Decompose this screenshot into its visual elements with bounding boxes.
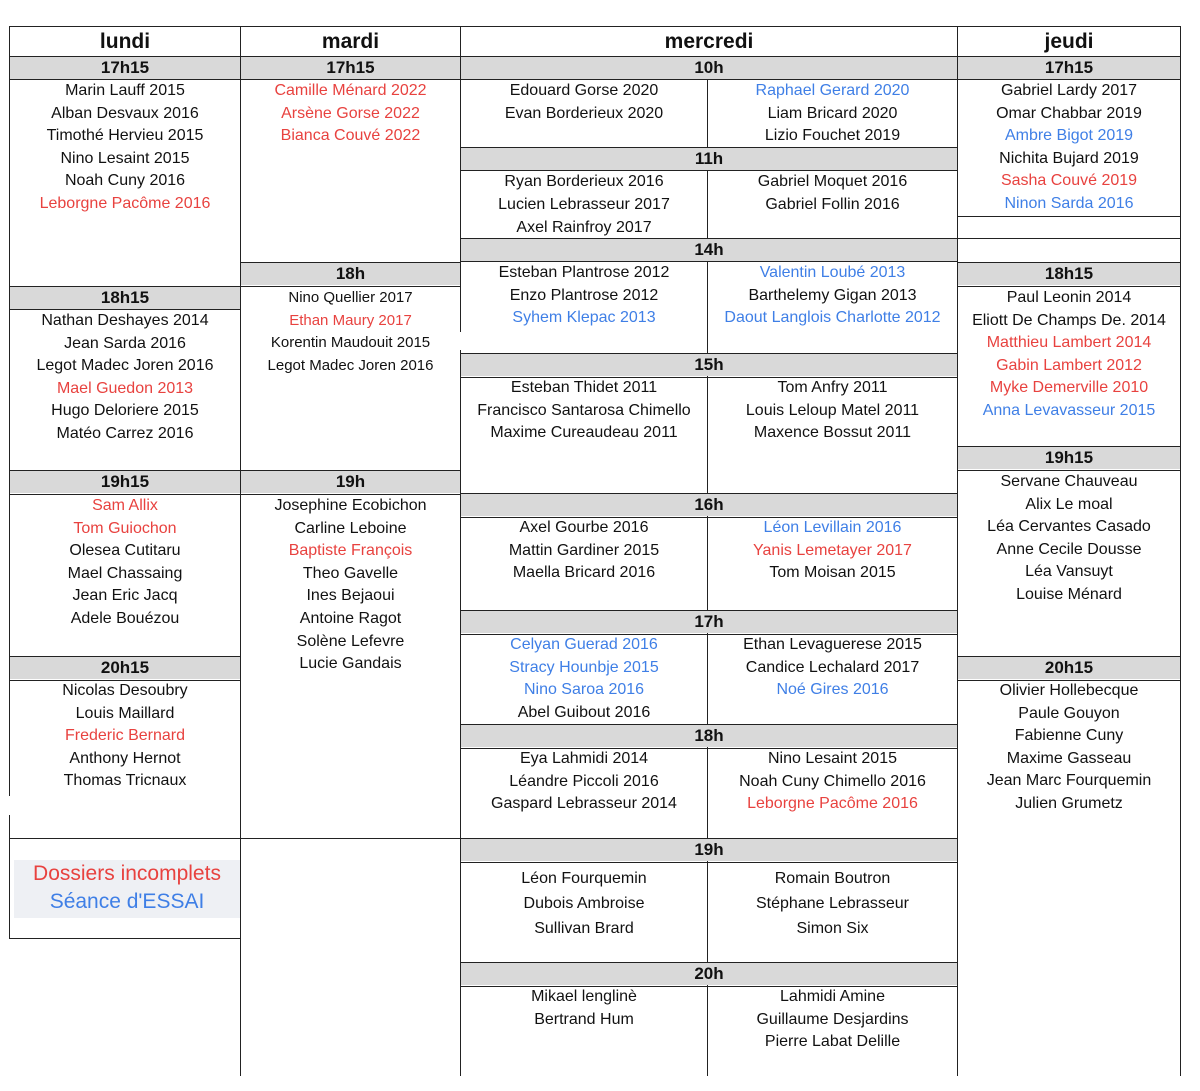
day-header-lundi: lundi bbox=[99, 30, 151, 53]
participant-name: Pierre Labat Delille bbox=[764, 1033, 901, 1051]
names-jeudi-17h15 bbox=[958, 80, 1180, 216]
participant-name: Nino Quellier 2017 bbox=[288, 289, 413, 306]
participant-name: Daout Langlois Charlotte 2012 bbox=[724, 309, 941, 327]
names-lundi-17h15 bbox=[10, 80, 240, 216]
participant-name: Gabin Lambert 2012 bbox=[996, 356, 1142, 374]
legend-trial: Séance d'ESSAI bbox=[49, 890, 205, 913]
slot-header-mercredi-16h: 16h bbox=[461, 494, 957, 516]
slot-header-lundi-17h15: 17h15 bbox=[10, 57, 240, 79]
day-header-jeudi: jeudi bbox=[1044, 30, 1094, 53]
participant-name: Korentin Maudouit 2015 bbox=[270, 334, 431, 352]
participant-name: Theo Gavelle bbox=[302, 564, 399, 582]
participant-name: Arsène Gorse 2022 bbox=[281, 104, 420, 122]
names-mercredi-19h-left bbox=[461, 866, 707, 941]
participant-name: Josephine Ecobichon bbox=[274, 497, 427, 514]
participant-name: Eya Lahmidi 2014 bbox=[519, 750, 649, 767]
slot-header-jeudi-17h15: 17h15 bbox=[958, 57, 1180, 79]
participant-name: Alban Desvaux 2016 bbox=[51, 104, 199, 122]
participant-name: Léandre Piccoli 2016 bbox=[509, 772, 659, 790]
participant-name: Ines Bejaoui bbox=[306, 587, 395, 605]
slot-header-mercredi-17h: 17h bbox=[461, 611, 957, 633]
participant-name: Lucie Gandais bbox=[299, 655, 402, 673]
participant-name: Sullivan Brard bbox=[534, 920, 634, 937]
participant-name: Maella Bricard 2016 bbox=[512, 564, 656, 582]
participant-name: Stracy Hounbje 2015 bbox=[509, 658, 659, 676]
participant-name: Matthieu Lambert 2014 bbox=[986, 334, 1152, 352]
names-mercredi-16h-left bbox=[461, 517, 707, 585]
participant-name: Barthelemy Gigan 2013 bbox=[748, 286, 917, 304]
participant-name: Matéo Carrez 2016 bbox=[56, 424, 194, 442]
participant-name: Francisco Santarosa Chimello bbox=[477, 401, 691, 419]
names-mercredi-14h-left bbox=[461, 262, 707, 330]
participant-name: Camille Ménard 2022 bbox=[274, 82, 427, 99]
slot-header-mercredi-11h: 11h bbox=[461, 148, 957, 170]
participant-name: Raphael Gerard 2020 bbox=[755, 82, 910, 99]
participant-name: Louise Ménard bbox=[1016, 585, 1122, 603]
participant-name: Lucien Lebrasseur 2017 bbox=[498, 196, 670, 213]
participant-name: Frederic Bernard bbox=[64, 727, 186, 745]
names-mardi-17h15 bbox=[241, 80, 460, 148]
participant-name: Nino Saroa 2016 bbox=[523, 681, 645, 699]
participant-name: Bertrand Hum bbox=[534, 1010, 634, 1028]
participant-name: Jean Marc Fourquemin bbox=[986, 772, 1152, 790]
participant-name: Julien Grumetz bbox=[1015, 794, 1123, 812]
participant-name: Esteban Plantrose 2012 bbox=[498, 264, 670, 281]
names-jeudi-18h15 bbox=[958, 287, 1180, 423]
participant-name: Evan Borderieux 2020 bbox=[504, 104, 664, 122]
participant-name: Gabriel Moquet 2016 bbox=[757, 173, 908, 190]
participant-name: Baptiste François bbox=[288, 542, 413, 560]
names-mercredi-18h-right bbox=[708, 748, 957, 816]
names-mercredi-10h-right bbox=[708, 80, 957, 148]
participant-name: Thomas Tricnaux bbox=[63, 772, 187, 790]
names-mercredi-15h-left bbox=[461, 377, 707, 445]
participant-name: Anne Cecile Dousse bbox=[996, 540, 1142, 558]
participant-name: Leborgne Pacôme 2016 bbox=[747, 795, 918, 813]
slot-header-mercredi-10h: 10h bbox=[461, 57, 957, 79]
participant-name: Syhem Klepac 2013 bbox=[512, 309, 656, 327]
participant-name: Nicolas Desoubry bbox=[62, 682, 188, 699]
names-mercredi-15h-right bbox=[708, 377, 957, 445]
participant-name: Noah Cuny 2016 bbox=[64, 172, 186, 190]
participant-name: Omar Chabbar 2019 bbox=[996, 104, 1142, 122]
participant-name: Noé Gires 2016 bbox=[776, 681, 889, 699]
names-mardi-18h bbox=[241, 287, 460, 377]
day-header-mardi: mardi bbox=[321, 30, 380, 53]
slot-header-lundi-18h15: 18h15 bbox=[10, 287, 240, 309]
names-mercredi-10h-left bbox=[461, 80, 707, 125]
participant-name: Ethan Maury 2017 bbox=[289, 311, 412, 329]
participant-name: Simon Six bbox=[796, 920, 869, 937]
participant-name: Mael Guedon 2013 bbox=[56, 379, 194, 397]
names-mardi-19h bbox=[241, 495, 460, 676]
participant-name: Enzo Plantrose 2012 bbox=[509, 286, 659, 304]
participant-name: Eliott De Champs De. 2014 bbox=[972, 311, 1166, 329]
participant-name: Léa Vansuyt bbox=[1025, 563, 1113, 581]
participant-name: Ambre Bigot 2019 bbox=[1004, 127, 1134, 145]
participant-name: Lizio Fouchet 2019 bbox=[764, 127, 901, 145]
slot-header-mercredi-15h: 15h bbox=[461, 354, 957, 376]
names-mercredi-17h-left bbox=[461, 634, 707, 724]
participant-name: Fabienne Cuny bbox=[1014, 727, 1124, 745]
participant-name: Nathan Deshayes 2014 bbox=[41, 312, 209, 329]
slot-header-lundi-20h15: 20h15 bbox=[10, 657, 240, 679]
participant-name: Maxence Bossut 2011 bbox=[753, 424, 912, 442]
participant-name: Esteban Thidet 2011 bbox=[510, 379, 658, 396]
participant-name: Olivier Hollebecque bbox=[999, 682, 1139, 699]
slot-header-jeudi-19h15: 19h15 bbox=[958, 447, 1180, 469]
participant-name: Alix Le moal bbox=[1025, 495, 1113, 513]
participant-name: Hugo Deloriere 2015 bbox=[51, 402, 199, 420]
participant-name: Gabriel Lardy 2017 bbox=[1000, 82, 1138, 99]
participant-name: Antoine Ragot bbox=[299, 609, 402, 627]
slot-header-jeudi-18h15: 18h15 bbox=[958, 263, 1180, 285]
participant-name: Ninon Sarda 2016 bbox=[1004, 194, 1134, 212]
names-lundi-18h15 bbox=[10, 310, 240, 446]
participant-name: Timothé Hervieu 2015 bbox=[46, 127, 204, 145]
participant-name: Nino Lesaint 2015 bbox=[60, 149, 190, 167]
participant-name: Nichita Bujard 2019 bbox=[999, 149, 1139, 167]
participant-name: Edouard Gorse 2020 bbox=[509, 82, 659, 99]
participant-name: Léon Levillain 2016 bbox=[763, 519, 902, 536]
participant-name: Celyan Guerad 2016 bbox=[510, 636, 658, 653]
participant-name: Maxime Cureaudeau 2011 bbox=[490, 424, 678, 442]
participant-name: Tom Anfry 2011 bbox=[777, 379, 888, 396]
participant-name: Axel Gourbe 2016 bbox=[519, 519, 649, 536]
slot-header-mercredi-18h: 18h bbox=[461, 725, 957, 747]
participant-name: Nino Lesaint 2015 bbox=[768, 750, 897, 767]
names-mercredi-18h-left bbox=[461, 748, 707, 816]
participant-name: Anna Levavasseur 2015 bbox=[982, 401, 1156, 419]
participant-name: Leborgne Pacôme 2016 bbox=[39, 194, 211, 212]
slot-header-mercredi-20h: 20h bbox=[461, 963, 957, 985]
legend-incomplete: Dossiers incomplets bbox=[33, 862, 221, 885]
slot-header-mercredi-19h: 19h bbox=[461, 839, 957, 861]
participant-name: Gaspard Lebrasseur 2014 bbox=[491, 795, 677, 813]
participant-name: Romain Boutron bbox=[774, 870, 891, 887]
names-mercredi-11h-right bbox=[708, 170, 957, 216]
participant-name: Ryan Borderieux 2016 bbox=[504, 173, 664, 190]
participant-name: Mael Chassaing bbox=[67, 564, 183, 582]
names-mercredi-11h-left bbox=[461, 170, 707, 239]
slot-header-mardi-17h15: 17h15 bbox=[241, 57, 460, 79]
slot-header-lundi-19h15: 19h15 bbox=[10, 471, 240, 493]
participant-name: Adele Bouézou bbox=[70, 609, 180, 627]
participant-name: Sam Allix bbox=[92, 497, 158, 514]
names-mercredi-19h-right bbox=[708, 866, 957, 941]
names-mercredi-14h-right bbox=[708, 262, 957, 330]
names-mercredi-17h-right bbox=[708, 634, 957, 702]
participant-name: Paule Gouyon bbox=[1018, 704, 1120, 722]
participant-name: Tom Guiochon bbox=[73, 519, 177, 537]
participant-name: Solène Lefevre bbox=[296, 632, 405, 650]
slot-header-mardi-18h: 18h bbox=[241, 263, 460, 285]
participant-name: Mattin Gardiner 2015 bbox=[508, 541, 660, 559]
participant-name: Legot Madec Joren 2016 bbox=[36, 357, 214, 375]
participant-name: Lahmidi Amine bbox=[780, 988, 885, 1005]
names-jeudi-19h15 bbox=[958, 471, 1180, 607]
names-mercredi-20h-right bbox=[708, 986, 957, 1054]
participant-name: Léa Cervantes Casado bbox=[987, 518, 1151, 536]
participant-name: Valentin Loubé 2013 bbox=[759, 264, 906, 281]
participant-name: Noah Cuny Chimello 2016 bbox=[739, 772, 926, 790]
legend-box bbox=[14, 860, 240, 918]
participant-name: Stéphane Lebrasseur bbox=[756, 895, 909, 912]
slot-header-mercredi-14h: 14h bbox=[461, 239, 957, 261]
names-mercredi-20h-left bbox=[461, 986, 707, 1031]
participant-name: Jean Eric Jacq bbox=[72, 587, 178, 605]
participant-name: Mikael lenglinè bbox=[531, 988, 637, 1005]
participant-name: Gabriel Follin 2016 bbox=[765, 196, 900, 213]
participant-name: Bianca Couvé 2022 bbox=[280, 127, 421, 145]
participant-name: Olesea Cutitaru bbox=[69, 542, 181, 560]
participant-name: Dubois Ambroise bbox=[523, 895, 645, 912]
participant-name: Ethan Levaguerese 2015 bbox=[743, 636, 922, 653]
participant-name: Axel Rainfroy 2017 bbox=[516, 219, 652, 236]
participant-name: Tom Moisan 2015 bbox=[769, 564, 896, 582]
participant-name: Sasha Couvé 2019 bbox=[1000, 172, 1138, 190]
participant-name: Yanis Lemetayer 2017 bbox=[753, 541, 912, 559]
participant-name: Maxime Gasseau bbox=[1006, 749, 1132, 767]
participant-name: Guillaume Desjardins bbox=[756, 1010, 909, 1028]
participant-name: Marin Lauff 2015 bbox=[65, 82, 185, 99]
participant-name: Louis Leloup Matel 2011 bbox=[745, 401, 920, 419]
names-lundi-19h15 bbox=[10, 495, 240, 631]
participant-name: Legot Madec Joren 2016 bbox=[267, 356, 434, 374]
participant-name: Myke Demerville 2010 bbox=[989, 379, 1149, 397]
participant-name: Léon Fourquemin bbox=[521, 870, 647, 887]
names-lundi-20h15 bbox=[10, 680, 240, 793]
participant-name: Liam Bricard 2020 bbox=[767, 104, 898, 122]
participant-name: Anthony Hernot bbox=[69, 749, 181, 767]
participant-name: Servane Chauveau bbox=[1000, 473, 1138, 490]
participant-name: Louis Maillard bbox=[75, 704, 175, 722]
participant-name: Jean Sarda 2016 bbox=[64, 334, 186, 352]
day-header-mercredi: mercredi bbox=[664, 30, 754, 53]
participant-name: Paul Leonin 2014 bbox=[1006, 289, 1132, 306]
names-jeudi-20h15 bbox=[958, 680, 1180, 816]
slot-header-mardi-19h: 19h bbox=[241, 471, 460, 493]
participant-name: Abel Guibout 2016 bbox=[517, 703, 651, 721]
participant-name: Carline Leboine bbox=[294, 519, 407, 537]
slot-header-jeudi-20h15: 20h15 bbox=[958, 657, 1180, 679]
names-mercredi-16h-right bbox=[708, 517, 957, 585]
participant-name: Candice Lechalard 2017 bbox=[745, 658, 920, 676]
